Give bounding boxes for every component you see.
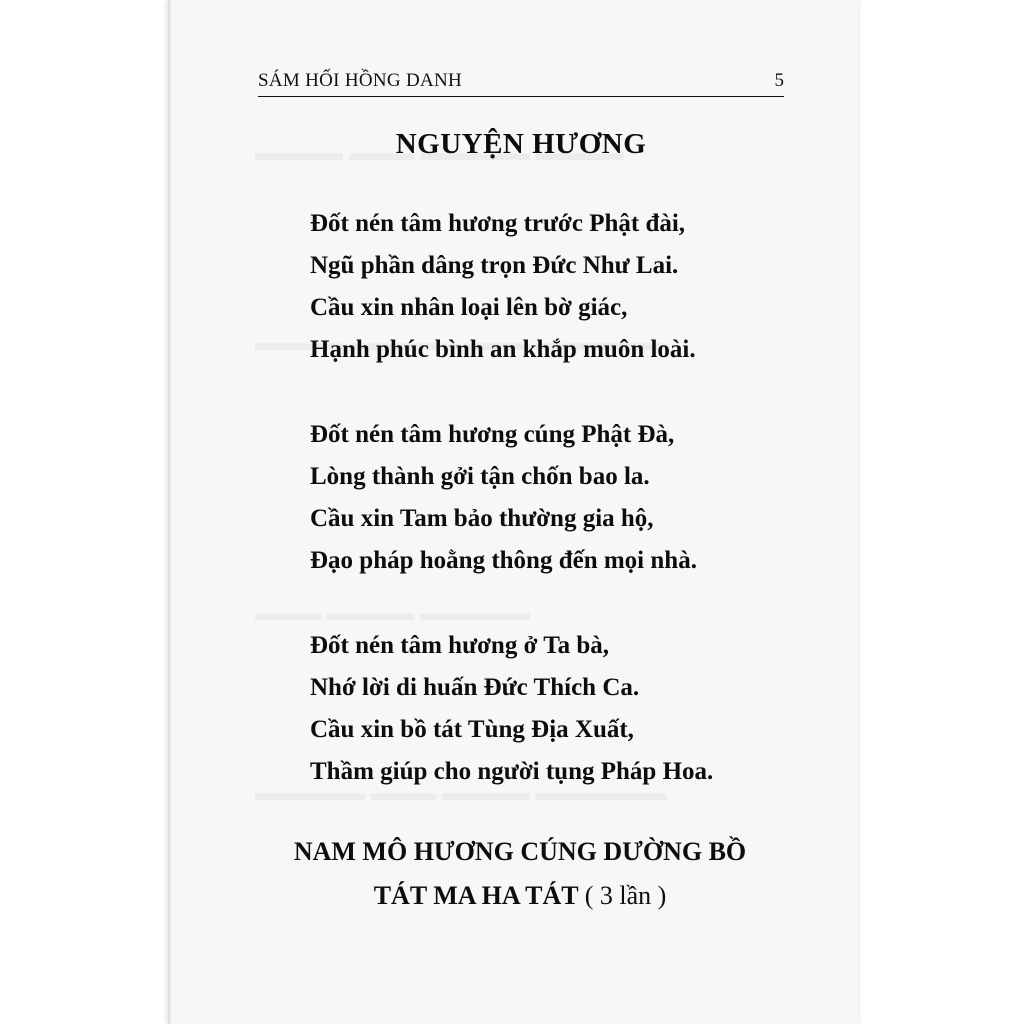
stanza-1 — [310, 203, 696, 371]
verse-line: Nhớ lời di huấn Đức Thích Ca. — [310, 674, 640, 701]
stanza-2 — [310, 414, 697, 582]
verse-line: Đốt nén tâm hương cúng Phật Đà, — [310, 421, 675, 448]
verse-line: Hạnh phúc bình an khắp muôn loài. — [310, 336, 696, 363]
verse-line: Cầu xin bồ tát Tùng Địa Xuất, — [310, 716, 634, 743]
running-title: SÁM HỐI HỒNG DANH — [258, 70, 463, 91]
bleed-through-texture — [255, 600, 530, 626]
page-edge-shadow — [168, 0, 172, 1024]
verse-line: Đốt nén tâm hương trước Phật đài, — [310, 210, 686, 237]
verse-line: Cầu xin nhân loại lên bờ giác, — [310, 294, 628, 321]
closing-line: NAM MÔ HƯƠNG CÚNG DƯỜNG BỒ — [293, 837, 747, 866]
stanza-3 — [310, 625, 713, 793]
closing-line-text: TÁT MA HA TÁT — [373, 881, 579, 910]
section-heading: NGUYỆN HƯƠNG — [395, 128, 647, 160]
verse-line: Thầm giúp cho người tụng Pháp Hoa. — [310, 758, 714, 785]
closing-invocation — [230, 830, 810, 918]
verse-line: Đạo pháp hoằng thông đến mọi nhà. — [310, 547, 697, 574]
verse-line: Đốt nén tâm hương ở Ta bà, — [310, 632, 610, 659]
verse-line: Cầu xin Tam bảo thường gia hộ, — [310, 505, 654, 532]
verse-line: Lòng thành gởi tận chốn bao la. — [310, 463, 650, 490]
repetition-note: ( 3 lần ) — [584, 881, 667, 910]
closing-line — [230, 874, 810, 918]
verse-line: Ngũ phần dâng trọn Đức Như Lai. — [310, 252, 679, 279]
running-header — [258, 64, 784, 97]
page-number: 5 — [774, 70, 784, 91]
